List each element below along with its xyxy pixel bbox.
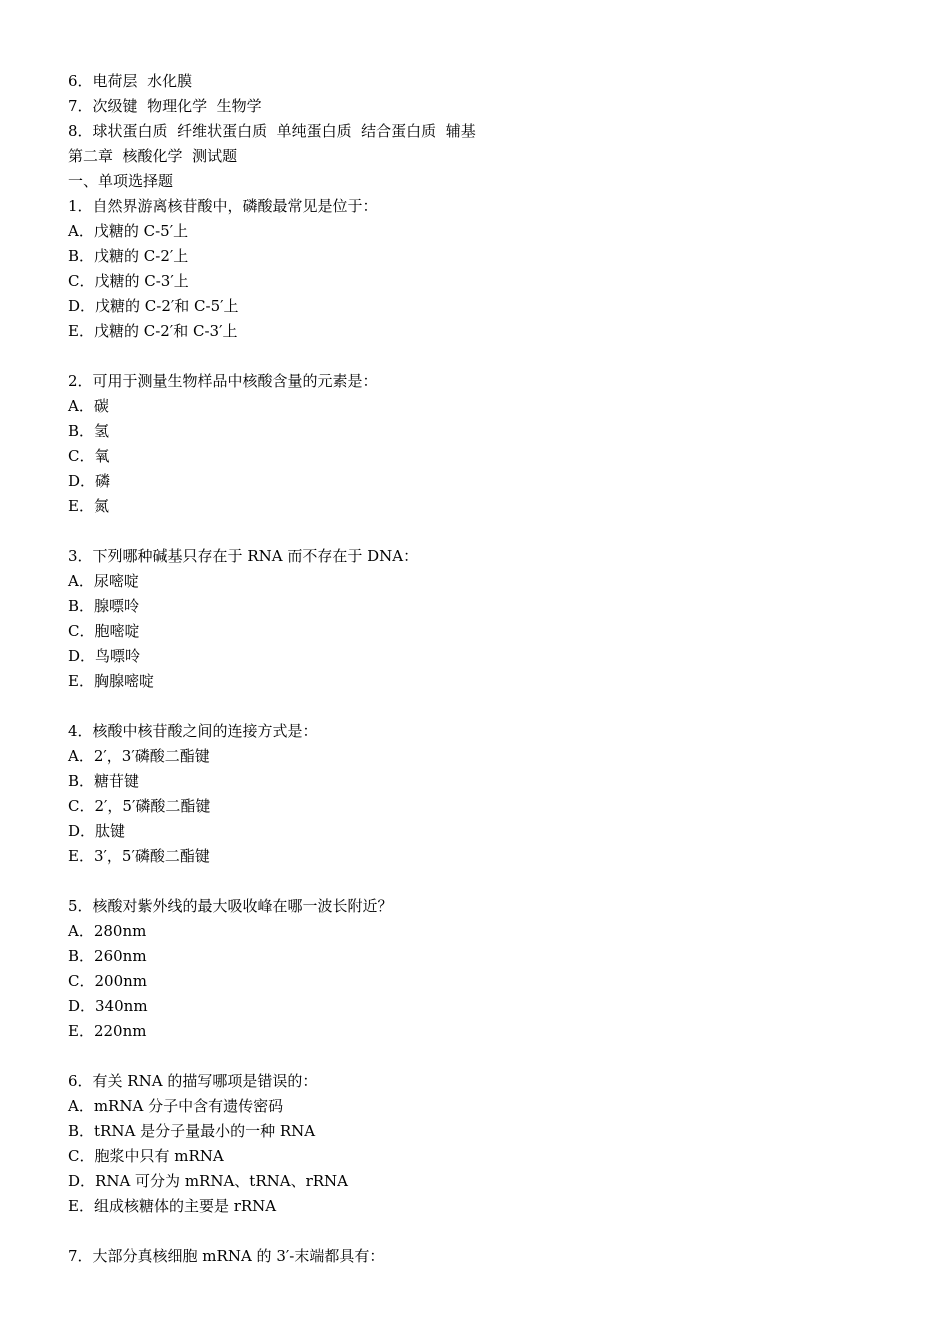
text-line: 1．自然界游离核苷酸中，磷酸最常见是位于： <box>68 197 378 215</box>
text-line: B．260nm <box>68 947 147 965</box>
blank-line <box>68 519 908 544</box>
text-line: 3．下列哪种碱基只存在于 RNA 而不存在于 DNA： <box>68 547 419 565</box>
text-line: C．戊糖的 C-3′上 <box>68 272 189 290</box>
text-line: A．mRNA 分子中含有遗传密码 <box>68 1097 284 1115</box>
text-line: D．RNA 可分为 mRNA、tRNA、rRNA <box>68 1172 348 1190</box>
text-line: E．戊糖的 C-2′和 C-3′上 <box>68 322 238 340</box>
text-line: B．氢 <box>68 422 110 440</box>
text-line: A．280nm <box>68 922 147 940</box>
blank-line <box>68 869 908 894</box>
blank-line <box>68 694 908 719</box>
document-body <box>68 69 908 1269</box>
text-line: B．糖苷键 <box>68 772 140 790</box>
text-line: E．220nm <box>68 1022 147 1040</box>
text-line: E．组成核糖体的主要是 rRNA <box>68 1197 277 1215</box>
blank-line <box>68 1219 908 1244</box>
text-line: 4．核酸中核苷酸之间的连接方式是： <box>68 722 318 740</box>
text-line: A．碳 <box>68 397 109 415</box>
text-line: C．氧 <box>68 447 110 465</box>
text-line: 8．球状蛋白质 纤维状蛋白质 单纯蛋白质 结合蛋白质 辅基 <box>68 122 476 140</box>
text-line: E．氮 <box>68 497 109 515</box>
text-line: C．胞浆中只有 mRNA <box>68 1147 224 1165</box>
text-line: A．尿嘧啶 <box>68 572 139 590</box>
text-line: D．戊糖的 C-2′和 C-5′上 <box>68 297 239 315</box>
text-line: 第二章 核酸化学 测试题 <box>68 147 238 165</box>
blank-line <box>68 344 908 369</box>
text-line: C．胞嘧啶 <box>68 622 140 640</box>
text-line: C．200nm <box>68 972 147 990</box>
text-line: 一、单项选择题 <box>68 172 174 190</box>
text-line: 6．有关 RNA 的描写哪项是错误的： <box>68 1072 318 1090</box>
text-line: 2．可用于测量生物样品中核酸含量的元素是： <box>68 372 378 390</box>
text-line: B．腺嘌呤 <box>68 597 140 615</box>
text-line: 6．电荷层 水化膜 <box>68 72 193 90</box>
text-line: D．肽键 <box>68 822 126 840</box>
text-line: D．磷 <box>68 472 111 490</box>
blank-line <box>68 1044 908 1069</box>
text-line: B．tRNA 是分子量最小的一种 RNA <box>68 1122 316 1140</box>
text-line: D．鸟嘌呤 <box>68 647 141 665</box>
text-line: E．3′，5′磷酸二酯键 <box>68 847 210 865</box>
text-line: 7．次级键 物理化学 生物学 <box>68 97 262 115</box>
text-line: A．戊糖的 C-5′上 <box>68 222 189 240</box>
text-line: 5．核酸对紫外线的最大吸收峰在哪一波长附近？ <box>68 897 393 915</box>
text-line: C．2′，5′磷酸二酯键 <box>68 797 211 815</box>
text-line: A．2′，3′磷酸二酯键 <box>68 747 210 765</box>
text-line: B．戊糖的 C-2′上 <box>68 247 189 265</box>
text-line: 7．大部分真核细胞 mRNA 的 3′-末端都具有： <box>68 1247 385 1265</box>
text-line: E．胸腺嘧啶 <box>68 672 154 690</box>
text-line: D．340nm <box>68 997 148 1015</box>
